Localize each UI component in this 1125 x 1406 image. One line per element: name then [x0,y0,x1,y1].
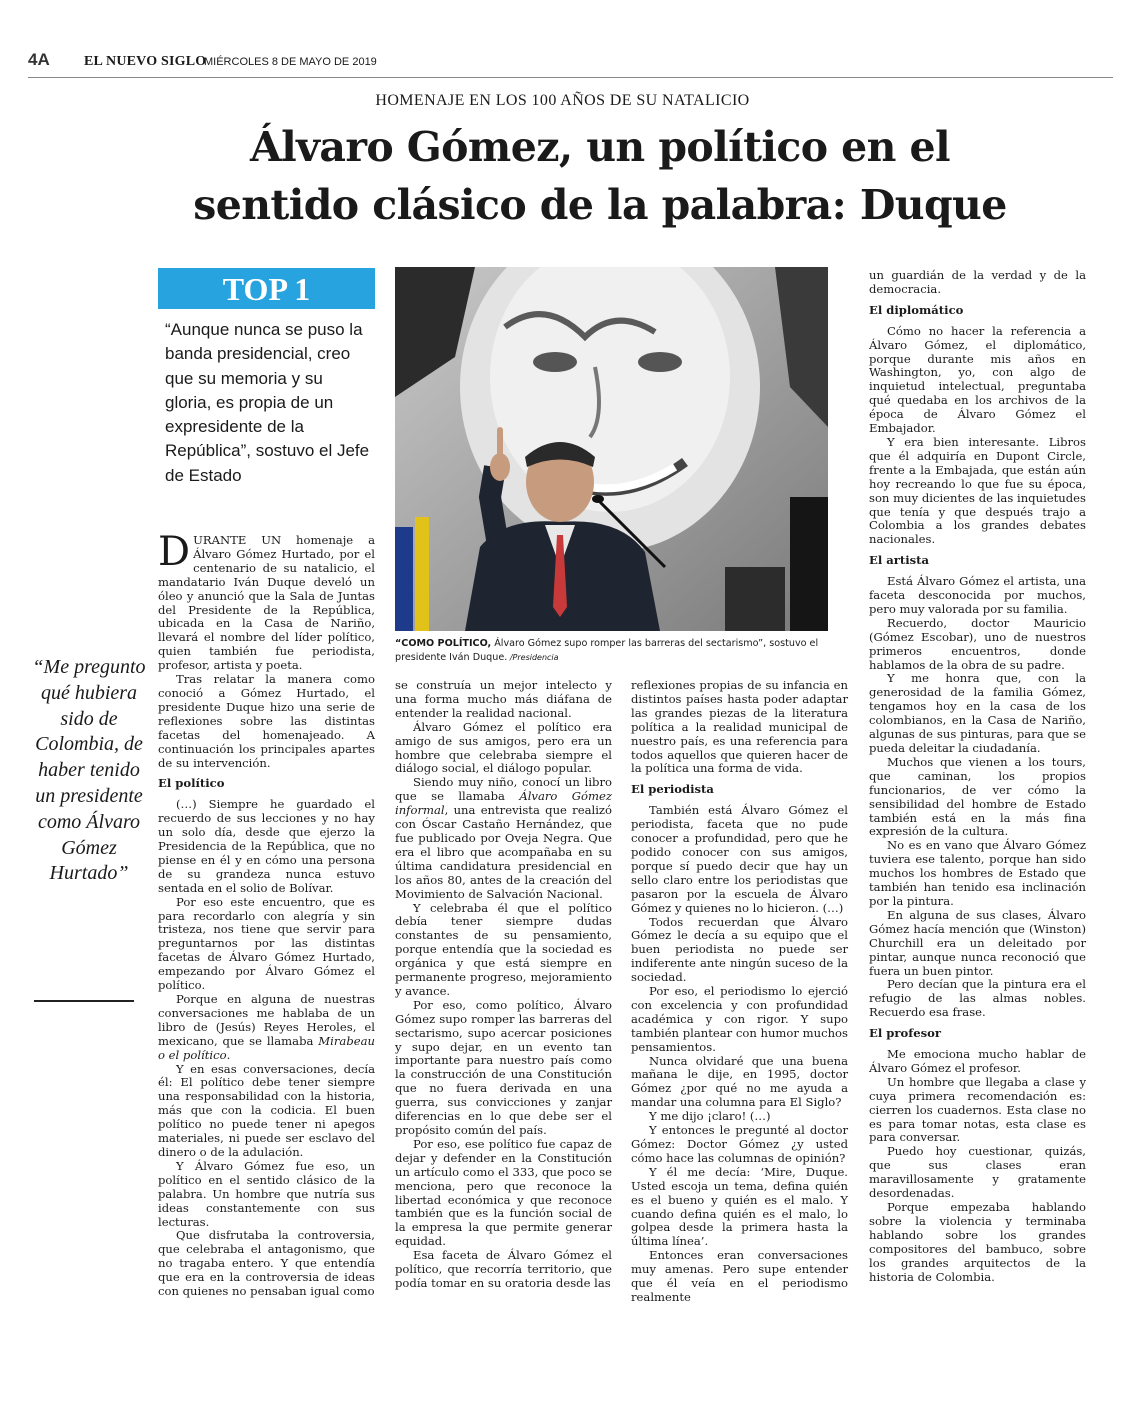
header-rule [28,77,1113,78]
paragraph: Álvaro Gómez el político era amigo de sus amigos, pero era un hombre que celebraba siempre el diálogo social, el diálogo popular. [395,719,612,776]
paragraph: Está Álvaro Gómez el artista, una faceta desconocida por muchos, pero muy valorada por su familia. [869,574,1086,616]
side-quote: “Me pregunto qué hubiera sido de Colombia, de haber tenido un presidente como Álvaro Gómez Hurtado” [32,656,146,885]
paragraph: Por eso este encuentro, que es para recordarlo con alegría y sin tristeza, nos tiene que servir para preguntarnos por las distintas facetas de Álvaro Gómez Hurtado, empezando por Álvaro Gómez el político. [158,894,375,993]
drop-cap: D [158,529,191,575]
paragraph: Y celebraba él que el político debía tener siempre dudas constantes de su pensamiento, porque entendía que la sociedad es orgánica y que está siempre en permanente progreso, mejoramiento y avance. [395,900,612,998]
headline-line-1: Álvaro Gómez, un político en el [249,123,951,171]
paragraph: También está Álvaro Gómez el periodista, faceta que no pude conocer a profundidad, pero que he podido conocer con sus amigos, porque sí puedo decir que hay un sello claro entre los periodistas que pasaron por la escuela de Álvaro Gómez y quienes no lo hicieron. (…) [631,803,848,915]
paragraph: Por eso, ese político fue capaz de dejar y defender en la Constitución un artículo como el 333, que poco se menciona, pero que reconoce la libertad económica y que reconoce también que es la función social de la empresa la que permite generar equidad. [395,1136,612,1249]
paragraph: Y me honra que, con la generosidad de la familia Gómez, tengamos hoy en la casa de los colombianos, en la Casa de Nariño, algunas de sus pinturas, para que se pueda deleitar la ciudadanía. [869,671,1086,755]
paragraph: Y era bien interesante. Libros que él adquiría en Dupont Circle, frente a la Embajada, que están aún hoy recreando lo que fue su época, son muy dicientes de las inquietudes que tenía y que después trajo a Colombia a los grandes debates nacionales. [869,434,1086,547]
top-badge: TOP 1 [158,268,375,309]
pull-quote: “Aunque nunca se puso la banda presidencial, creo que su memoria y su gloria, es propia de un expresidente de la República”, sostuvo el Jefe de Estado [165,320,370,485]
caption-text: Álvaro Gómez supo romper las barreras del sectarismo”, sostuvo el presidente Iván Duque. [395,638,819,663]
paragraph: Muchos que vienen a los tours, que caminan, los propios funcionarios, de ver cómo la sensibilidad del hombre de Estado también está en la más fina expresión de la cultura. [869,754,1086,839]
paragraph: Recuerdo, doctor Mauricio (Gómez Escobar), uno de nuestros primeros encuentros, donde hablamos de la obra de su padre. [869,615,1086,672]
newspaper-name: EL NUEVO SIGLO [84,54,207,69]
paragraph: Porque empezaba hablando sobre la violencia y terminaba hablando sobre los grandes compositores del bambuco, sobre los grandes arquitectos de la historia de Colombia. [869,1200,1086,1284]
paragraph: un guardián de la verdad y de la democracia. [869,268,1086,296]
paragraph: Nunca olvidaré que una buena mañana le dije, en 1995, doctor Gómez ¿por qué no me ayuda a mandar una columna para El Siglo? [631,1053,848,1110]
article-column-3 [631,679,848,1305]
section-heading-politico: El político [158,776,225,791]
paragraph: Un hombre que llegaba a clase y cuya primera recomendación es: cierren los cuadernos. Esta clase no es para tomar notas, esta clase es para conversar. [869,1074,1086,1145]
article-column-2 [395,679,612,1291]
paragraph-text: . [226,1047,231,1062]
paragraph-text: Porque en alguna de nuestras conversaciones me hablaba de un libro de (Jesús) Reyes Heroles, el mexicano, que se llamaba [158,992,375,1048]
paragraph [158,993,375,1063]
paragraph: Pero decían que la pintura era el refugio de las almas nobles. Recuerdo esa frase. [869,977,1086,1020]
headline [150,118,1050,234]
paragraph-text: URANTE UN homenaje a Álvaro Gómez Hurtado, por el centenario de su natalicio, el mandatario Iván Duque develó un óleo y anunció que la Sala de Juntas del Presidente de la República, ubicada en la Casa de Nariño, llevará el nombre del líder político, quien también fue periodista, profesor, artista y poeta. [158,533,375,673]
article-column-4 [869,269,1086,1284]
paragraph: Por eso, el periodismo lo ejerció con excelencia y con profundidad académica y con rigor. Y supo también plantear con humor muchos pensamientos. [631,984,848,1054]
paragraph: Por eso, como político, Álvaro Gómez supo romper las barreras del sectarismo, supo acercar posiciones y supo dejar, en un evento tan importante para nuestro país como la construcción de una Constitución que no fuera derivada en una guerra, sus convicciones y zanjar diferencias en lo que debe ser el propósito común del país. [395,997,612,1137]
paragraph: Me emociona mucho hablar de Álvaro Gómez el profesor. [869,1047,1086,1075]
photo-caption [395,637,828,665]
page-number: 4A [28,50,50,69]
section-heading-periodista: El periodista [631,782,714,797]
section-heading-diplomatico: El diplomático [869,302,964,317]
paragraph-text: , una entrevista que realizó con Óscar Castaño Hernández, que fue publicado por Oveja Negra. Que era el libro que acompañaba en su última candidatura presidencial en los años 80, antes de la creación del Movimiento de Salvación Nacional. [395,803,612,901]
kicker: HOMENAJE EN LOS 100 AÑOS DE SU NATALICIO [375,92,750,109]
paragraph: Y en esas conversaciones, decía él: El político debe tener siempre una responsabilidad con la historia, más que con la codicia. El buen político no puede tener ni apegos materiales, ni puede ser esclavo del dinero o de la adulación. [158,1061,375,1159]
paragraph: Y Álvaro Gómez fue eso, un político en el sentido clásico de la palabra. Un hombre que nutría sus ideas constantemente con sus lecturas. [158,1158,375,1229]
paragraph: Y me dijo ¡claro! (…) [649,1109,771,1124]
paragraph: Puedo hoy cuestionar, quizás, que sus clases eran maravillosamente y gratamente desordenadas. [869,1144,1086,1201]
paragraph: Todos recuerdan que Álvaro Gómez le decía a su equipo que el buen periodista no puede ser indiferente ante ningún suceso de la sociedad. [631,914,848,985]
paragraph: Entonces eran conversaciones muy amenas. Pero supe entender que él veía en el periodismo realmente [631,1248,848,1304]
paragraph: se construía un mejor intelecto y una forma mucho más diáfana de entender la realidad nacional. [395,678,612,720]
paragraph: Y él me decía: ‘Mire, Duque. Usted escoja un tema, defina quién es el bueno y quién es el malo. Y cuando defina quién es el malo, lo golpea desde la primera hasta la última línea’. [631,1164,848,1249]
paragraph [158,529,375,673]
edition-date: MIÉRCOLES 8 DE MAYO DE 2019 [204,56,377,68]
photo-credit: /Presidencia [507,653,559,662]
paragraph: Cómo no hacer la referencia a Álvaro Gómez, el diplomático, porque durante mis años en Washington, yo, con algo de inquietud intelectual, preguntaba qué quedaba en los archivos de la época de Álvaro Gómez el Embajador. [869,323,1086,436]
caption-lead: “COMO POLÍTICO, [395,638,492,649]
paragraph-text: Siendo muy niño, conocí un libro que se llamaba [395,775,612,804]
section-heading-profesor: El profesor [869,1026,941,1041]
section-heading-artista: El artista [869,553,930,568]
paragraph [395,776,612,901]
paragraph: No es en vano que Álvaro Gómez tuviera ese talento, porque han sido muchos los hombres de Estado que también han tenido esa inclinación por la pintura. [869,838,1086,908]
article-column-1 [158,529,375,1299]
paragraph: Y entonces le pregunté al doctor Gómez: Doctor Gómez ¿y usted cómo hace las columnas de opinión? [631,1123,848,1165]
side-quote-rule [34,1000,134,1002]
photo-illustration [395,267,828,631]
paragraph: En alguna de sus clases, Álvaro Gómez hacía mención que (Winston) Churchill era un deleitado por pintar, aunque nunca reconoció que fuera un buen pintor. [869,907,1086,978]
paragraph: (…) Siempre he guardado el recuerdo de sus lecciones y no hay un solo día, desde que ejerzo la Presidencia de la República, que no piense en él y en cómo una persona de su grandeza nunca estuvo sentada en el solio de Bolívar. [158,797,375,895]
paragraph: reflexiones propias de su infancia en distintos países hasta poder adaptar las grandes piezas de la literatura política a la realidad municipal de nuestro país, es una referencia para todos aquellos que quieren hacer de la política una forma de vida. [631,678,848,776]
book-title: Mirabeau o el político [158,1033,375,1062]
news-photo [395,267,828,631]
paragraph: Que disfrutaba la controversia, que celebraba el antagonismo, que no tragaba entero. Y que entendía que era en la controversia de ideas con quienes no pensaban igual como [158,1228,375,1299]
book-title: Álvaro Gómez informal [395,789,612,818]
headline-line-2: sentido clásico de la palabra: Duque [193,181,1007,229]
paragraph: Esa faceta de Álvaro Gómez el político, que recorría territorio, que podía tomar en su oratoria desde las [395,1248,612,1290]
paragraph: Tras relatar la manera como conoció a Gómez Hurtado, el presidente Duque hizo una serie de reflexiones sobre las distintas facetas del homenajeado. A continuación los principales apartes de su intervención. [158,672,375,770]
